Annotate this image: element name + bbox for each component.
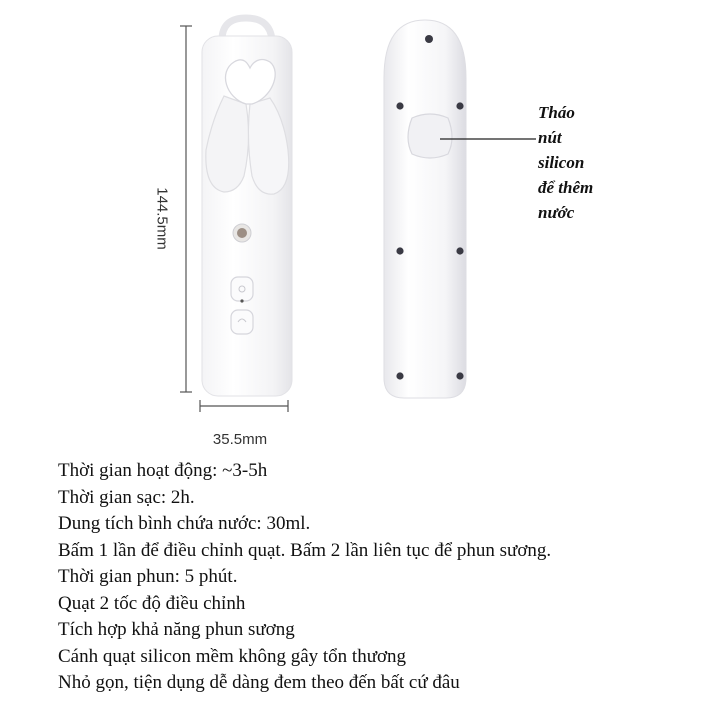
width-dimension-label: 35.5mm (212, 431, 268, 448)
height-dimension-label: 144.5mm (153, 187, 171, 250)
spec-item: Quạt 2 tốc độ điều chỉnh (58, 592, 246, 614)
spec-item: Thời gian phun: 5 phút. (58, 566, 238, 587)
callout-line-2: nút (538, 128, 562, 147)
mode-button (231, 310, 253, 334)
callout-line-5: nước (538, 203, 575, 222)
spec-item: Bấm 1 lần để điều chỉnh quạt. Bấm 2 lần liên tục để phun sương. (58, 539, 552, 561)
spec-item: Cánh quạt silicon mềm không gây tổn thương (58, 645, 407, 667)
device-front-view (202, 18, 292, 396)
height-dimension-line (180, 26, 192, 392)
callout-line-4: để thêm (538, 178, 594, 197)
spec-item: Dung tích bình chứa nước: 30ml. (58, 513, 311, 534)
silicone-plug (408, 114, 452, 158)
spec-item: Nhỏ gọn, tiện dụng dễ dàng đem theo đến bất cứ đâu (58, 672, 460, 693)
device-back-view (384, 20, 536, 398)
spec-item: Thời gian sạc: 2h. (58, 486, 195, 508)
callout-line-1: Tháo (538, 103, 575, 122)
spec-item: Thời gian hoạt động: ~3-5h (58, 460, 268, 481)
silicone-plug-callout (538, 100, 593, 225)
spec-item: Tích hợp khả năng phun sương (58, 619, 295, 640)
power-button (231, 277, 253, 301)
width-dimension-line (200, 400, 288, 412)
callout-line-3: silicon (538, 153, 585, 172)
spec-list (58, 458, 551, 697)
